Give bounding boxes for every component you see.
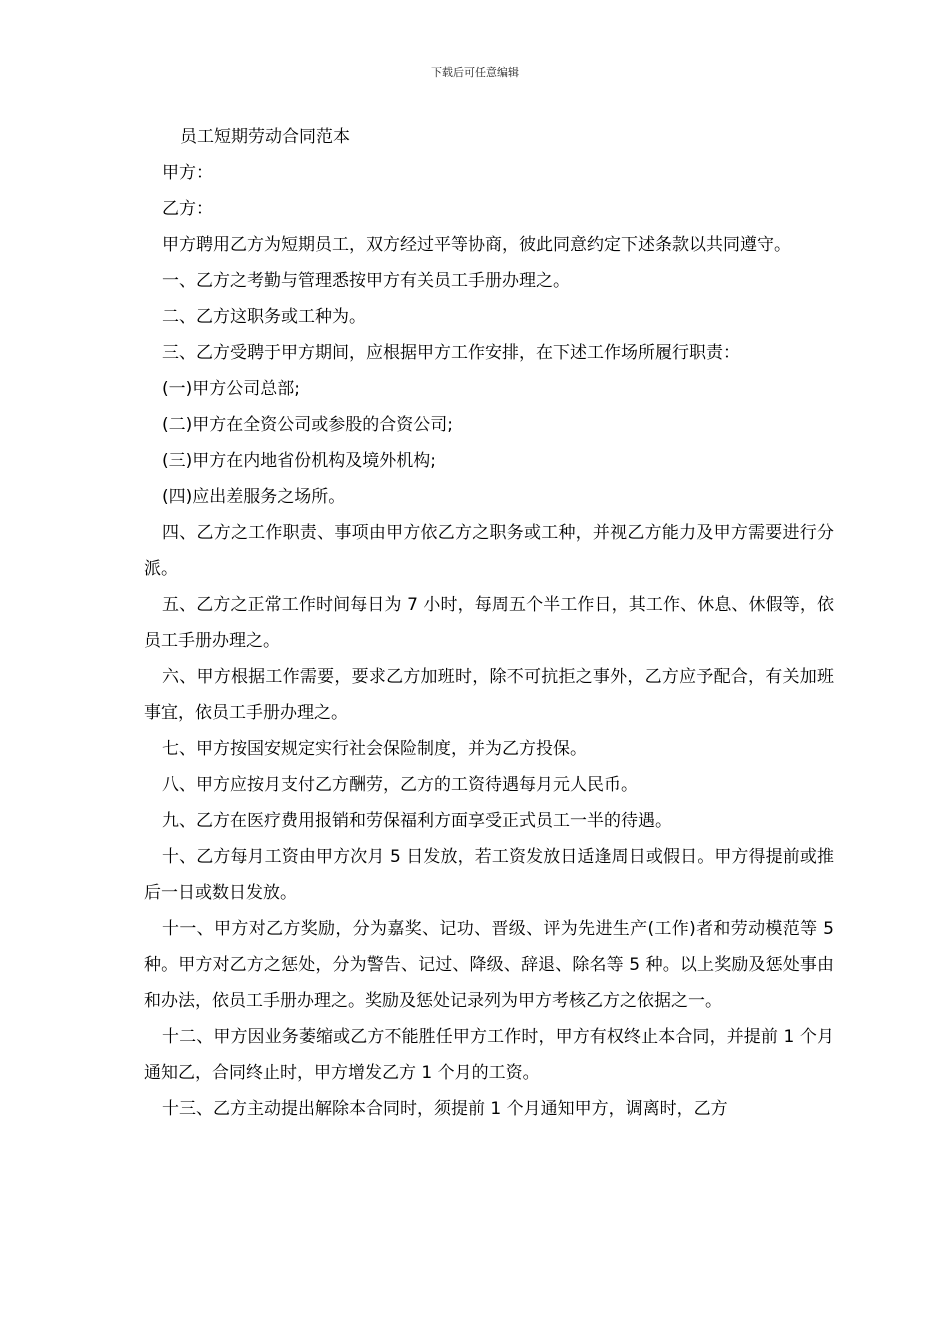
- clause-1: 一、乙方之考勤与管理悉按甲方有关员工手册办理之。: [162, 271, 570, 291]
- clause-3: 三、乙方受聘于甲方期间，应根据甲方工作安排，在下述工作场所履行职责：: [162, 343, 740, 363]
- clause-9: 九、乙方在医疗费用报销和劳保福利方面享受正式员工一半的待遇。: [162, 811, 672, 831]
- page-header: 下载后可任意编辑: [431, 66, 519, 79]
- clause-3-sub-3: (三)甲方在内地省份机构及境外机构;: [162, 451, 436, 471]
- party-a-line: 甲方：: [162, 163, 213, 183]
- document-title: 员工短期劳动合同范本: [180, 127, 350, 147]
- clause-3-sub-1: (一)甲方公司总部;: [162, 379, 300, 399]
- clause-12: 十二、甲方因业务萎缩或乙方不能胜任甲方工作时，甲方有权终止本合同，并提前 1 个月通知乙，合同终止时，甲方增发乙方 1 个月的工资。: [144, 1027, 834, 1083]
- clause-3-sub-2: (二)甲方在全资公司或参股的合资公司;: [162, 415, 453, 435]
- clause-10: 十、乙方每月工资由甲方次月 5 日发放，若工资发放日适逢周日或假日。甲方得提前或推后一日或数日发放。: [144, 847, 834, 903]
- clause-2: 二、乙方这职务或工种为。: [162, 307, 366, 327]
- clause-13: 十三、乙方主动提出解除本合同时，须提前 1 个月通知甲方，调离时，乙方: [162, 1099, 728, 1119]
- clause-4: 四、乙方之工作职责、事项由甲方依乙方之职务或工种，并视乙方能力及甲方需要进行分派。: [144, 523, 834, 579]
- clause-8: 八、甲方应按月支付乙方酬劳，乙方的工资待遇每月元人民币。: [162, 775, 638, 795]
- paragraph-intro: 甲方聘用乙方为短期员工，双方经过平等协商，彼此同意约定下述条款以共同遵守。: [162, 235, 791, 255]
- clause-11: 十一、甲方对乙方奖励，分为嘉奖、记功、晋级、评为先进生产(工作)者和劳动模范等 5 种。甲方对乙方之惩处，分为警告、记过、降级、辞退、除名等 5 种。以上奖励及惩处事由和办法，依员工手册办理之。奖励及惩处记录列为甲方考核乙方之依据之一。: [144, 919, 834, 1011]
- party-b-line: 乙方：: [162, 199, 213, 219]
- clause-7: 七、甲方按国安规定实行社会保险制度，并为乙方投保。: [162, 739, 587, 759]
- document-body: [144, 119, 834, 1127]
- clause-5: 五、乙方之正常工作时间每日为 7 小时，每周五个半工作日，其工作、休息、休假等，依员工手册办理之。: [144, 595, 834, 651]
- clause-6: 六、甲方根据工作需要，要求乙方加班时，除不可抗拒之事外，乙方应予配合，有关加班事宜，依员工手册办理之。: [144, 667, 834, 723]
- clause-3-sub-4: (四)应出差服务之场所。: [162, 487, 346, 507]
